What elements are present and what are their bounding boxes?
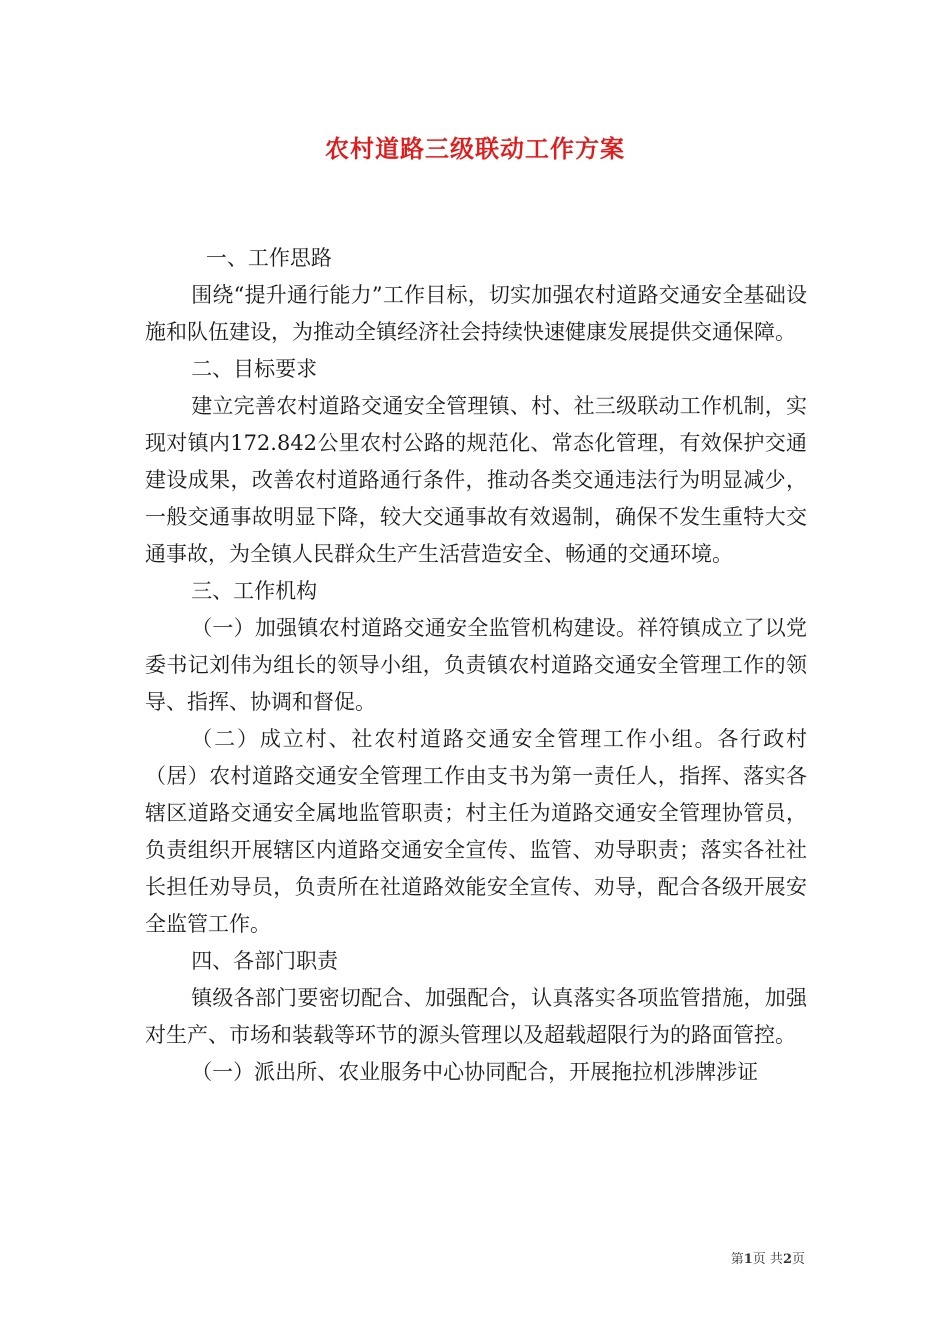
page-number-prefix: 第 [730, 1252, 744, 1267]
page-number [731, 1251, 805, 1269]
paragraph: 建立完善农村道路交通安全管理镇、村、社三级联动工作机制，实现对镇内172.842公里农村公路的规范化、常态化管理，有效保护交通建设成果，改善农村道路通行条件，推动各类交通违法行为明显减少，一般交通事故明显下降，较大交通事故有效遏制，确保不发生重特大交通事故，为全镇人民群众生产生活营造安全、畅通的交通环境。 [145, 394, 807, 566]
section-heading-2: 二、目标要求 [191, 357, 318, 381]
paragraph: 镇级各部门要密切配合、加强配合，认真落实各项监管措施，加强对生产、市场和装载等环节的源头管理以及超载超限行为的路面管控。 [145, 986, 807, 1047]
page-number-suffix: 页 [791, 1252, 805, 1267]
page-number-total: 2 [782, 1252, 792, 1267]
page-number-current: 1 [743, 1252, 753, 1267]
paragraph: （二）成立村、社农村道路交通安全管理工作小组。各行政村（居）农村道路交通安全管理工作由支书为第一责任人，指挥、落实各辖区道路交通安全属地监管职责；村主任为道路交通安全管理协管员，负责组织开展辖区内道路交通安全宣传、监管、劝导职责；落实各社社长担任劝导员，负责所在社道路效能安全宣传、劝导，配合各级开展安全监管工作。 [145, 727, 807, 936]
paragraph: 围绕“提升通行能力”工作目标，切实加强农村道路交通安全基础设施和队伍建设，为推动全镇经济社会持续快速健康发展提供交通保障。 [145, 283, 807, 344]
page-number-middle: 页 共 [752, 1252, 783, 1267]
section-heading-1: 一、工作思路 [205, 246, 332, 270]
document-title: 农村道路三级联动工作方案 [325, 134, 625, 163]
section-heading-4: 四、各部门职责 [191, 949, 339, 973]
paragraph: （一）加强镇农村道路交通安全监管机构建设。祥符镇成立了以党委书记刘伟为组长的领导小组，负责镇农村道路交通安全管理工作的领导、指挥、协调和督促。 [145, 616, 807, 714]
document-body [145, 240, 807, 1091]
section-heading-3: 三、工作机构 [191, 579, 318, 603]
paragraph: （一）派出所、农业服务中心协同配合，开展拖拉机涉牌涉证 [191, 1060, 759, 1084]
